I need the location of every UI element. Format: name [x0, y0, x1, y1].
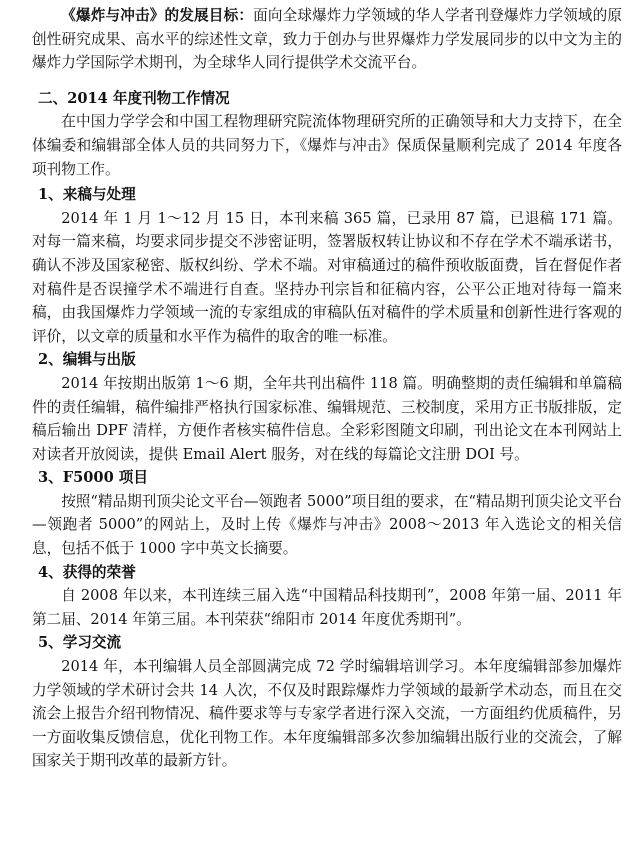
section-heading-2014-work: 二、2014 年度刊物工作情况: [38, 89, 230, 107]
subsection-text-f5000: 按照“精品期刊顶尖论文平台—领跑者 5000”项目组的要求，在“精品期刊顶尖论文平台—领跑者 5000”的网站上，及时上传《爆炸与冲击》2008～2013 年入选论文的相关信息，包括不低于 1000 字中英文长摘要。: [32, 492, 622, 558]
subsection-heading-f5000: 3、F5000 项目: [38, 469, 148, 487]
subsection-heading-honors: 4、获得的荣誉: [38, 563, 136, 581]
goal-label: 《爆炸与冲击》的发展目标：: [61, 7, 254, 24]
subsection-text-honors: 自 2008 年以来，本刊连续三届入选“中国精品科技期刊”，2008 年第一届、2011 年第二届、2014 年第三届。本刊荣获“绵阳市 2014 年度优秀期刊”。: [32, 587, 622, 628]
subsection-heading-editing: 2、编辑与出版: [38, 351, 136, 369]
subsection-text-submissions: 2014 年 1 月 1～12 月 15 日，本刊来稿 365 篇，已录用 87 篇，已退稿 171 篇。对每一篇来稿，均要求同步提交不涉密证明，签署版权转让协议和不存在学术不端承诺书，确认不涉及国家秘密、版权纠纷、学术不端。对审稿通过的稿件预收版面费，旨在督促作者对稿件是否误撞学术不端进行自查。坚持办刊宗旨和征稿内容，公平公正地对待每一篇来稿，由我国爆炸力学领域一流的专家组成的审稿队伍对稿件的学术质量和创新性进行客观的评价，以文章的质量和水平作为稿件的取舍的唯一标准。: [32, 209, 622, 345]
subsection-text-exchange: 2014 年，本刊编辑人员全部圆满完成 72 学时编辑培训学习。本年度编辑部参加爆炸力学领域的学术研讨会共 14 人次，不仅及时跟踪爆炸力学领域的最新学术动态，而且在交流会上报告介绍刊物情况、稿件要求等与专家学者进行深入交流，一方面组约优质稿件，另一方面收集反馈信息，优化刊物工作。本年度编辑部多次参加编辑出版行业的交流会，了解国家关于期刊改革的最新方针。: [32, 658, 622, 770]
section-intro-paragraph: 在中国力学学会和中国工程物理研究院流体物理研究所的正确领导和大力支持下，在全体编委和编辑部全体人员的共同努力下，《爆炸与冲击》保质保量顺利完成了 2014 年度各项刊物工作。: [32, 113, 622, 178]
subsection-heading-exchange: 5、学习交流: [38, 634, 122, 652]
subsection-text-editing: 2014 年按期出版第 1～6 期，全年共刊出稿件 118 篇。明确整期的责任编辑和单篇稿件的责任编辑，稿件编排严格执行国家标准、编辑规范、三校制度，采用方正书版排版，定稿后输出 DPF 清样，方便作者核实稿件信息。全彩彩图随文印刷，刊出论文在本刊网站上对读者开放阅读，提供 Email Alert 服务，对在线的每篇论文注册 DOI 号。: [32, 374, 622, 463]
goal-text: 面向全球爆炸力学领域的华人学者刊登爆炸力学领域的原创性研究成果、高水平的综述性文章，致力于创办与世界爆炸力学发展同步的以中文为主的爆炸力学国际学术期刊，为全球华人同行提供学术交流平台。: [32, 7, 622, 72]
goal-paragraph: [32, 4, 622, 75]
subsection-heading-submissions: 1、来稿与处理: [38, 186, 136, 204]
